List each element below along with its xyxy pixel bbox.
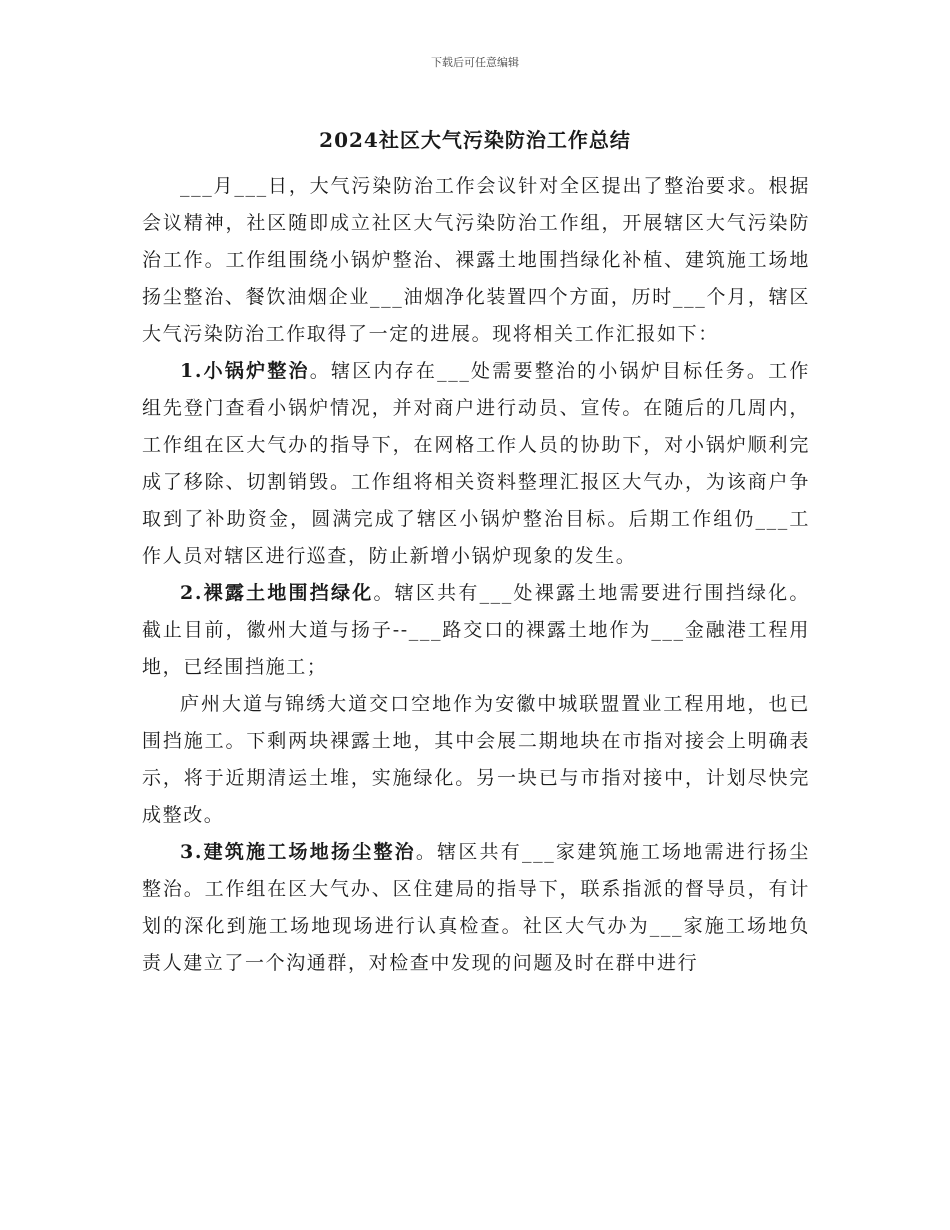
paragraph-text: 。辖区共有___家建筑施工场地需进行扬尘整治。工作组在区大气办、区住建局的指导下，联系指派的督导员，有计划的深化到施工场地现场进行认真检查。社区大气办为___家施工场地负责人建立了一个沟通群，对检查中发现的问题及时在群中进行 bbox=[142, 841, 810, 974]
paragraph-section-2 bbox=[142, 575, 810, 686]
section-heading: 2.裸露土地围挡绿化 bbox=[180, 582, 374, 604]
document-title: 2024社区大气污染防治工作总结 bbox=[319, 128, 631, 152]
header-note: 下载后可任意编辑 bbox=[431, 56, 519, 69]
section-heading: 1.小锅炉整治 bbox=[180, 360, 310, 382]
paragraph-intro bbox=[142, 168, 810, 353]
paragraph-text: ___月___日，大气污染防治工作会议针对全区提出了整治要求。根据会议精神，社区随即成立社区大气污染防治工作组，开展辖区大气污染防治工作。工作组围绕小锅炉整治、裸露土地围挡绿化补植、建筑施工场地扬尘整治、餐饮油烟企业___油烟净化装置四个方面，历时___个月，辖区大气污染防治工作取得了一定的进展。现将相关工作汇报如下： bbox=[142, 175, 810, 345]
document-body bbox=[142, 168, 810, 982]
paragraph-section-3 bbox=[142, 834, 810, 982]
section-heading: 3.建筑施工场地扬尘整治 bbox=[180, 841, 416, 863]
paragraph-text: 。辖区共有___处裸露土地需要进行围挡绿化。截止目前，徽州大道与扬子--___路交口的裸露土地作为___金融港工程用地，已经围挡施工； bbox=[142, 582, 810, 678]
paragraph-text: 庐州大道与锦绣大道交口空地作为安徽中城联盟置业工程用地，也已围挡施工。下剩两块裸露土地，其中会展二期地块在市指对接会上明确表示，将于近期清运土堆，实施绿化。另一块已与市指对接中，计划尽快完成整改。 bbox=[142, 693, 810, 826]
paragraph-section-1 bbox=[142, 353, 810, 575]
paragraph-section-2-continued bbox=[142, 686, 810, 834]
paragraph-text: 。辖区内存在___处需要整治的小锅炉目标任务。工作组先登门查看小锅炉情况，并对商户进行动员、宣传。在随后的几周内，工作组在区大气办的指导下，在网格工作人员的协助下，对小锅炉顺利完成了移除、切割销毁。工作组将相关资料整理汇报区大气办，为该商户争取到了补助资金，圆满完成了辖区小锅炉整治目标。后期工作组仍___工作人员对辖区进行巡查，防止新增小锅炉现象的发生。 bbox=[142, 360, 810, 567]
